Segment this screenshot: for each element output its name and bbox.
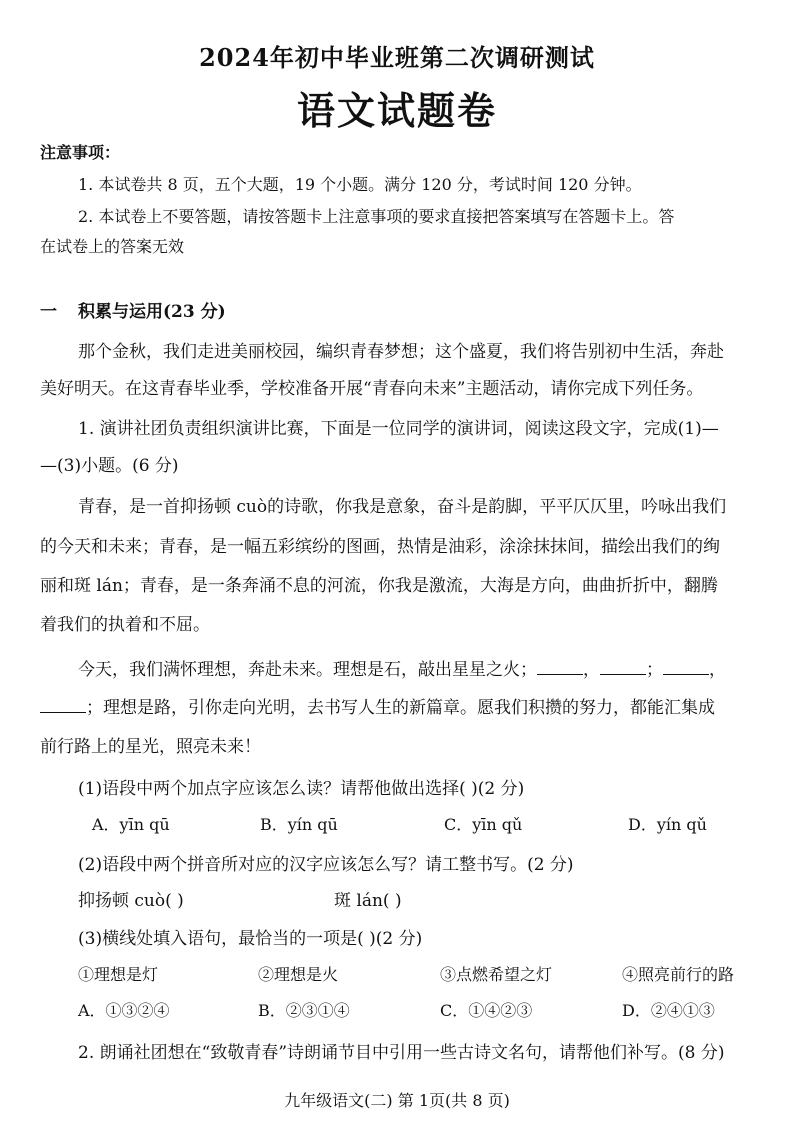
intro-line-1: 那个金秋，我们走进美丽校园，编织青春梦想；这个盛夏，我们将告别初中生活，奔赴 <box>78 342 724 362</box>
passage-line-3: 丽和斑 lán；青春，是一条奔涌不息的河流，你我是激流，大海是方向，曲曲折折中，翻腾 <box>40 576 718 596</box>
exam-title: 2024年初中毕业班第二次调研测试 <box>199 43 595 72</box>
sub3-option-c: C．①④②③ <box>440 1001 533 1020</box>
para2-line-2-text: ；理想是路，引你走向光明，去书写人生的新篇章。愿我们积攒的努力，都能汇集成 <box>86 698 715 718</box>
sub1-option-a: A．yīn qū <box>92 815 170 834</box>
notice-item-1: 1. 本试卷共 8 页，五个大题，19 个小题。满分 120 分，考试时间 120 分钟。 <box>78 175 642 194</box>
sub3-option-b: B．②③①④ <box>258 1001 350 1020</box>
sub1-stem: (1)语段中两个加点字应该怎么读？请帮他做出选择( )(2 分) <box>78 779 525 799</box>
sub1-option-b: B．yín qū <box>260 815 338 834</box>
paper-title: 语文试题卷 <box>296 88 497 133</box>
passage-line-4: 着我们的执着和不屈。 <box>40 615 210 635</box>
q2-stem: 2. 朗诵社团想在“致敬青春”诗朗诵节目中引用一些古诗文名句，请帮他们补写。(8 分) <box>78 1043 725 1063</box>
notice-item-2-line2: 在试卷上的答案无效 <box>40 237 185 256</box>
sub2-blank-2: 斑 lán( ) <box>334 891 402 911</box>
fill-blank[interactable] <box>537 673 583 675</box>
fill-blank[interactable] <box>600 673 646 675</box>
sub1-option-c: C．yīn qǔ <box>444 815 523 834</box>
sub2-blank-1: 抑扬顿 cuò( ) <box>78 891 184 911</box>
sub3-sentence-1: ①理想是灯 <box>78 965 159 984</box>
fill-blank[interactable] <box>663 673 709 675</box>
sub1-option-d: D．yín qǔ <box>628 815 707 834</box>
para2-line-1-text: 今天，我们满怀理想，奔赴未来。理想是石，敲出星星之火； <box>78 660 537 680</box>
section-1-heading <box>40 297 226 322</box>
passage-line-1: 青春，是一首抑扬顿 cuò的诗歌，你我是意象，奋斗是韵脚，平平仄仄里，吟咏出我们 <box>78 497 727 517</box>
para2-line-3: 前行路上的星光，照亮未来！ <box>40 737 261 757</box>
sub3-sentence-2: ②理想是火 <box>258 965 339 984</box>
para2-line-2 <box>40 693 715 718</box>
notice-heading: 注意事项： <box>40 143 121 162</box>
notice-item-2-line1: 2. 本试卷上不要答题，请按答题卡上注意事项的要求直接把答案填写在答题卡上。答 <box>78 207 675 226</box>
fill-blank[interactable] <box>40 711 86 713</box>
sub3-option-a: A．①③②④ <box>78 1001 170 1020</box>
passage-line-2: 的今天和未来；青春，是一幅五彩缤纷的图画，热情是油彩，涂涂抹抹间，描绘出我们的绚 <box>40 537 720 557</box>
sub3-sentence-3: ③点燃希望之灯 <box>440 965 553 984</box>
section-number: 一 <box>40 302 57 322</box>
q1-stem-line-2: —(3)小题。(6 分) <box>40 456 179 476</box>
sub3-sentence-4: ④照亮前行的路 <box>622 965 735 984</box>
sub2-stem: (2)语段中两个拼音所对应的汉字应该怎么写？请工整书写。(2 分) <box>78 855 574 875</box>
para2-line-1: 今天，我们满怀理想，奔赴未来。理想是石，敲出星星之火； ， ； ， <box>78 660 726 680</box>
q1-stem-line-1: 1. 演讲社团负责组织演讲比赛，下面是一位同学的演讲词，阅读这段文字，完成(1)— <box>78 419 719 439</box>
section-title: 积累与运用(23 分) <box>78 302 226 322</box>
sub3-option-d: D．②④①③ <box>622 1001 715 1020</box>
sub3-stem: (3)横线处填入语句，最恰当的一项是( )(2 分) <box>78 929 423 949</box>
intro-line-2: 美好明天。在这青春毕业季，学校准备开展“青春向未来”主题活动，请你完成下列任务。 <box>40 379 704 399</box>
page-footer: 九年级语文(二) 第 1页(共 8 页) <box>284 1091 510 1110</box>
